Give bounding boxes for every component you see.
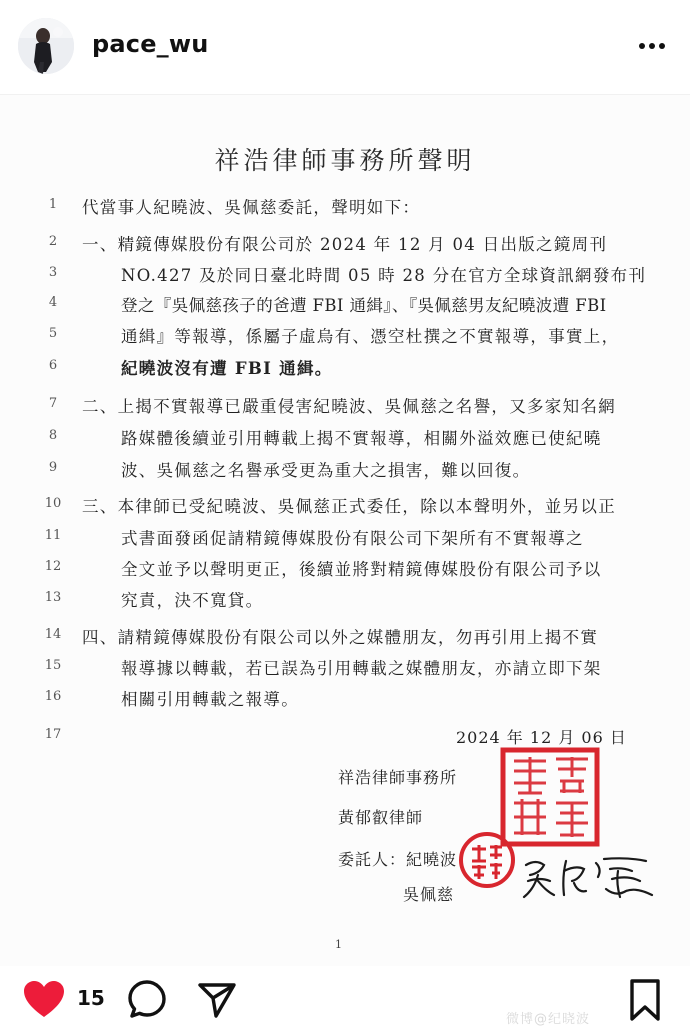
document-line: 全文並予以聲明更正，後續並將對精鏡傳媒股份有限公司予以 (121, 560, 602, 579)
document-line: 一、精鏡傳媒股份有限公司於 2024 年 12 月 04 日出版之鏡周刊 (82, 235, 608, 254)
more-options-icon[interactable] (636, 30, 668, 62)
line-number: 17 (44, 727, 62, 742)
document-date: 2024 年 12 月 06 日 (456, 728, 627, 747)
watermark: 微博@纪晓波 (506, 1012, 591, 1027)
seal-text (500, 747, 505, 748)
line-number: 12 (44, 559, 62, 574)
document-title: 祥浩律師事務所聲明 (214, 146, 476, 175)
firm-name: 祥浩律師事務所 (338, 768, 458, 787)
line-number: 7 (48, 396, 58, 411)
document-line: 登之『吳佩慈孩子的爸遭 FBI 通緝』、『吳佩慈男友紀曉波遭 FBI (121, 296, 607, 315)
line-number: 15 (44, 658, 62, 673)
document-line: 路媒體後續並引用轉載上揭不實報導，相關外溢效應已使紀曉 (121, 429, 602, 448)
lawyer-name: 黃郁叡律師 (338, 808, 424, 827)
document-line: 二、上揭不實報導已嚴重侵害紀曉波、吳佩慈之名譽，又多家知名網 (82, 397, 616, 416)
line-number: 8 (48, 428, 58, 443)
signature-text (518, 851, 521, 852)
line-number: 6 (48, 358, 58, 373)
client-seal-text (458, 831, 461, 832)
line-number: 1 (48, 197, 58, 212)
client-seal (458, 831, 516, 889)
comment-icon[interactable] (126, 978, 168, 1020)
document-line: 式書面發函促請精鏡傳媒股份有限公司下架所有不實報導之 (121, 529, 584, 548)
post-header (0, 0, 690, 94)
line-number: 13 (44, 590, 62, 605)
share-icon[interactable] (196, 978, 238, 1020)
bookmark-icon[interactable] (628, 978, 662, 1022)
line-number: 2 (48, 234, 58, 249)
document-line: 究責，決不寬貸。 (121, 591, 264, 610)
client-label: 委託人：紀曉波 (338, 850, 458, 869)
handwritten-signature (518, 851, 658, 905)
avatar[interactable] (18, 18, 74, 74)
document-line: 波、吳佩慈之名譽承受更為重大之損害，難以回復。 (121, 461, 531, 480)
line-number: 9 (48, 460, 58, 475)
line-number: 4 (48, 295, 58, 310)
document-line: 報導據以轉載，若已誤為引用轉載之媒體朋友，亦請立即下架 (121, 659, 602, 678)
like-count[interactable]: 15 (77, 986, 105, 1010)
client-second: 吳佩慈 (403, 885, 455, 904)
line-number: 11 (44, 528, 62, 543)
line-number: 10 (44, 496, 62, 511)
document-line: NO.427 及於同日臺北時間 05 時 28 分在官方全球資訊網發布刊 (121, 266, 647, 285)
post-image-document (0, 94, 690, 968)
heart-icon[interactable] (22, 979, 66, 1019)
line-number: 14 (44, 627, 62, 642)
document-line: 通緝』等報導，係屬子虛烏有、憑空杜撰之不實報導，事實上， (121, 327, 620, 346)
document-line: 相關引用轉載之報導。 (121, 690, 299, 709)
line-number: 5 (48, 326, 58, 341)
document-line: 四、請精鏡傳媒股份有限公司以外之媒體朋友，勿再引用上揭不實 (82, 628, 599, 647)
line-number: 16 (44, 689, 62, 704)
document-line-bold: 紀曉波沒有遭 FBI 通緝。 (121, 359, 333, 378)
username[interactable]: pace_wu (92, 30, 209, 58)
line-number: 3 (48, 265, 58, 280)
document-line: 三、本律師已受紀曉波、吳佩慈正式委任，除以本聲明外，並另以正 (82, 497, 616, 516)
document-line: 代當事人紀曉波、吳佩慈委託，聲明如下： (82, 198, 421, 217)
page-number: 1 (335, 938, 342, 951)
